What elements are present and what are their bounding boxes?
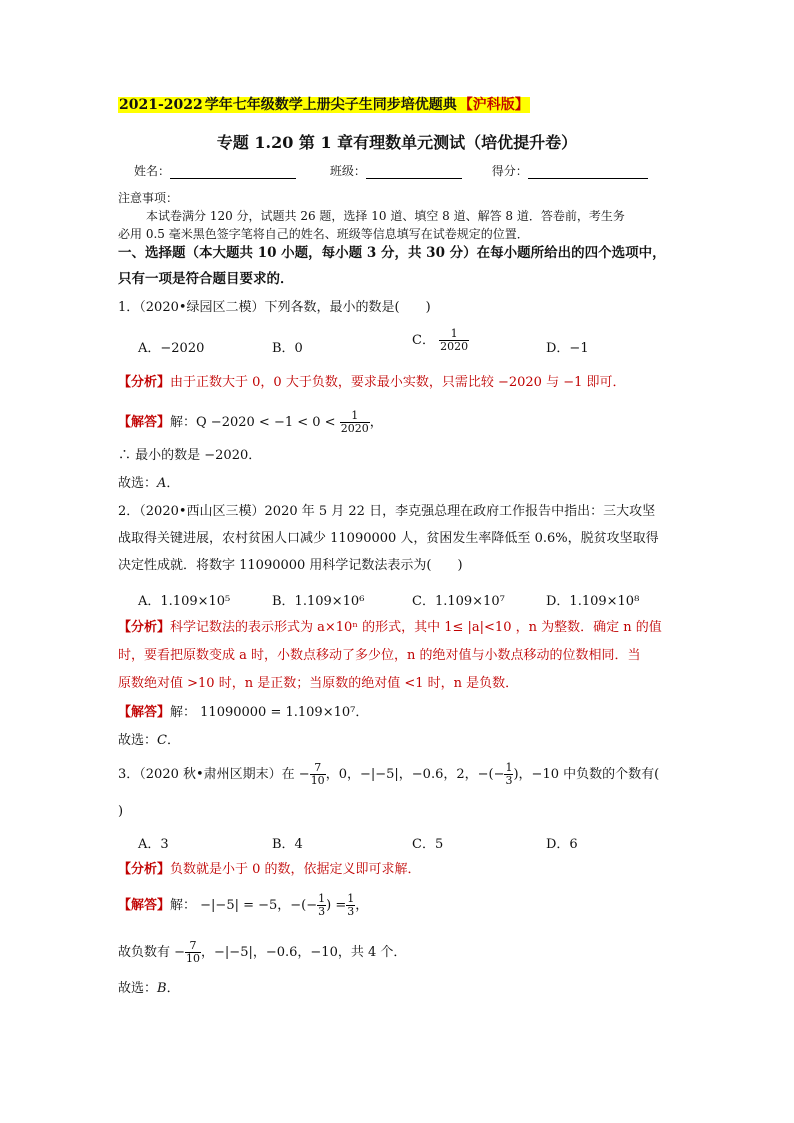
fraction-numerator: 1 xyxy=(505,761,513,774)
class-field[interactable] xyxy=(330,162,462,179)
q2-option-d[interactable]: D．1.109×10⁸ xyxy=(546,594,640,609)
answer-punct: ， xyxy=(355,898,369,913)
q3-option-c[interactable]: C．5 xyxy=(412,837,444,852)
fraction-numerator: 1 xyxy=(347,892,355,905)
fraction-denominator: 3 xyxy=(347,905,355,918)
section-heading-line-1: 一、选择题（本大题共 10 小题，每小题 3 分，共 30 分）在每小题所给出的四个选项中， xyxy=(118,245,666,261)
name-label: 姓名： xyxy=(134,164,171,178)
q2-option-c[interactable]: C．1.109×10⁷ xyxy=(412,594,505,609)
q2-analysis-line-1 xyxy=(118,619,662,637)
negatives-end: ，−|−5|，−0.6，−10，共 4 个． xyxy=(201,945,407,960)
answer-equals: ) = xyxy=(326,898,347,913)
q2-stem-line-2: 战取得关键进展，农村贫困人口减少 11090000 人，贫困发生率降低至 0.6%，脱贫攻坚取得 xyxy=(118,531,659,546)
section-heading-line-2: 只有一项是符合题目要求的． xyxy=(118,271,294,287)
q3-stem-start: 3．（2020 秋•肃州区期末）在 − xyxy=(118,767,310,782)
choice-label: 故选： xyxy=(118,476,158,491)
answer-text: 解： −|−5| = −5，−(− xyxy=(170,898,318,913)
q3-answer xyxy=(118,893,368,918)
fraction-numerator: 7 xyxy=(310,762,326,775)
banner-edition: 【沪科版】 xyxy=(458,97,529,113)
q3-analysis xyxy=(118,861,421,879)
name-blank[interactable] xyxy=(170,166,296,179)
q3-option-d[interactable]: D．6 xyxy=(546,837,578,852)
q1-conclusion: ∴ 最小的数是 −2020． xyxy=(118,448,262,463)
analysis-text: 由于正数大于 0，0 大于负数，要求最小实数，只需比较 −2020 与 −1 即可． xyxy=(170,375,626,390)
answer-text: 解：Q −2020 < −1 < 0 < xyxy=(170,415,336,430)
q2-choice xyxy=(118,732,180,750)
choice-label: 故选： xyxy=(118,981,158,996)
q3-choice xyxy=(118,980,180,998)
q3-stem-fraction-1 xyxy=(310,762,326,787)
q3-stem xyxy=(118,762,659,787)
notes-line-1: 本试卷满分 120 分，试题共 26 题，选择 10 道、填空 8 道、解答 8 道．答卷前，考生务 xyxy=(146,209,625,223)
fraction-denominator: 3 xyxy=(318,905,326,918)
fraction-numerator: 7 xyxy=(185,940,201,953)
fraction-denominator: 10 xyxy=(186,952,201,965)
analysis-text: 科学记数法的表示形式为 a×10ⁿ 的形式，其中 1≤ |a|<10 ，n 为整数．确定 n 的值 xyxy=(170,620,662,635)
q2-analysis-line-3: 原数绝对值 >10 时，n 是正数；当原数的绝对值 <1 时，n 是负数． xyxy=(118,676,519,691)
notes-line-2: 必用 0.5 毫米黑色签字笔将自己的姓名、班级等信息填写在试卷规定的位置． xyxy=(118,227,529,241)
q2-answer xyxy=(118,704,368,722)
score-label: 得分： xyxy=(491,164,528,178)
q2-stem-line-3: 决定性成就．将数字 11090000 用科学记数法表示为( ) xyxy=(118,558,463,573)
q1-option-d[interactable]: D．−1 xyxy=(546,341,589,356)
answer-punct: ， xyxy=(369,415,383,430)
choice-letter: C xyxy=(157,733,167,748)
choice-letter: A xyxy=(157,476,167,491)
score-blank[interactable] xyxy=(528,166,648,179)
q3-stem-middle: ，0，−|−5|，−0.6，2，−(− xyxy=(325,767,505,782)
q1-analysis xyxy=(118,374,626,392)
choice-letter: B xyxy=(157,981,167,996)
q1-choice xyxy=(118,475,179,493)
banner-year: 2021-2022 xyxy=(119,97,203,113)
q2-stem-line-1: 2．（2020•西山区三模）2020 年 5 月 22 日，李克强总理在政府工作报告中指出：三大攻坚 xyxy=(118,504,656,519)
answer-fraction xyxy=(340,410,370,435)
class-blank[interactable] xyxy=(366,166,462,179)
q1-option-c-label: C． xyxy=(412,333,435,348)
student-info-fields xyxy=(134,162,674,179)
fraction-numerator: 1 xyxy=(318,892,326,905)
fraction-denominator: 2020 xyxy=(440,340,469,353)
choice-punct: ． xyxy=(166,981,180,996)
q3-option-a[interactable]: A．3 xyxy=(138,837,169,852)
analysis-tag: 【分析】 xyxy=(118,862,171,877)
name-field[interactable] xyxy=(134,162,296,179)
fraction-numerator: 1 xyxy=(439,328,469,341)
q2-option-b[interactable]: B．1.109×10⁶ xyxy=(272,594,365,609)
q1-option-b[interactable]: B．0 xyxy=(272,341,303,356)
q2-analysis-line-2: 时，要看把原数变成 a 时，小数点移动了多少位，n 的绝对值与小数点移动的位数相同．当 xyxy=(118,648,641,663)
notes-heading: 注意事项： xyxy=(118,191,179,205)
answer-tag: 【解答】 xyxy=(118,898,171,913)
analysis-text: 负数就是小于 0 的数，依据定义即可求解． xyxy=(170,862,421,877)
analysis-tag: 【分析】 xyxy=(118,375,171,390)
answer-fraction-2 xyxy=(346,893,355,918)
banner-text: 学年七年级数学上册尖子生同步培优题典 xyxy=(204,97,457,113)
answer-tag: 【解答】 xyxy=(118,705,171,720)
q3-stem-line-2: ) xyxy=(118,804,124,819)
q1-stem: 1．（2020•绿园区二模）下列各数，最小的数是( ) xyxy=(118,300,431,315)
fraction-denominator: 2020 xyxy=(340,422,369,435)
answer-text: 解： 11090000 = 1.109×10⁷． xyxy=(170,705,369,720)
q1-answer xyxy=(118,410,383,435)
q1-option-a[interactable]: A．−2020 xyxy=(138,341,205,356)
q3-negatives xyxy=(118,940,406,965)
q1-option-c-fraction xyxy=(439,328,469,353)
q2-option-a[interactable]: A．1.109×10⁵ xyxy=(138,594,231,609)
answer-fraction-1 xyxy=(317,893,326,918)
page-title: 专题 1.20 第 1 章有理数单元测试（培优提升卷） xyxy=(216,133,578,152)
fraction-denominator: 10 xyxy=(310,774,325,787)
negatives-fraction xyxy=(185,940,201,965)
negatives-start: 故负数有 − xyxy=(118,945,186,960)
q3-stem-end: )，−10 中负数的个数有( xyxy=(513,767,660,782)
q3-option-b[interactable]: B．4 xyxy=(272,837,303,852)
analysis-tag: 【分析】 xyxy=(118,620,171,635)
fraction-numerator: 1 xyxy=(340,410,370,423)
class-label: 班级： xyxy=(329,164,366,178)
score-field[interactable] xyxy=(492,162,648,179)
choice-label: 故选： xyxy=(118,733,158,748)
header-banner xyxy=(118,96,530,115)
answer-tag: 【解答】 xyxy=(118,415,171,430)
choice-punct: ． xyxy=(166,476,180,491)
choice-punct: ． xyxy=(166,733,180,748)
q1-option-c[interactable] xyxy=(412,328,469,353)
fraction-denominator: 3 xyxy=(505,774,513,787)
